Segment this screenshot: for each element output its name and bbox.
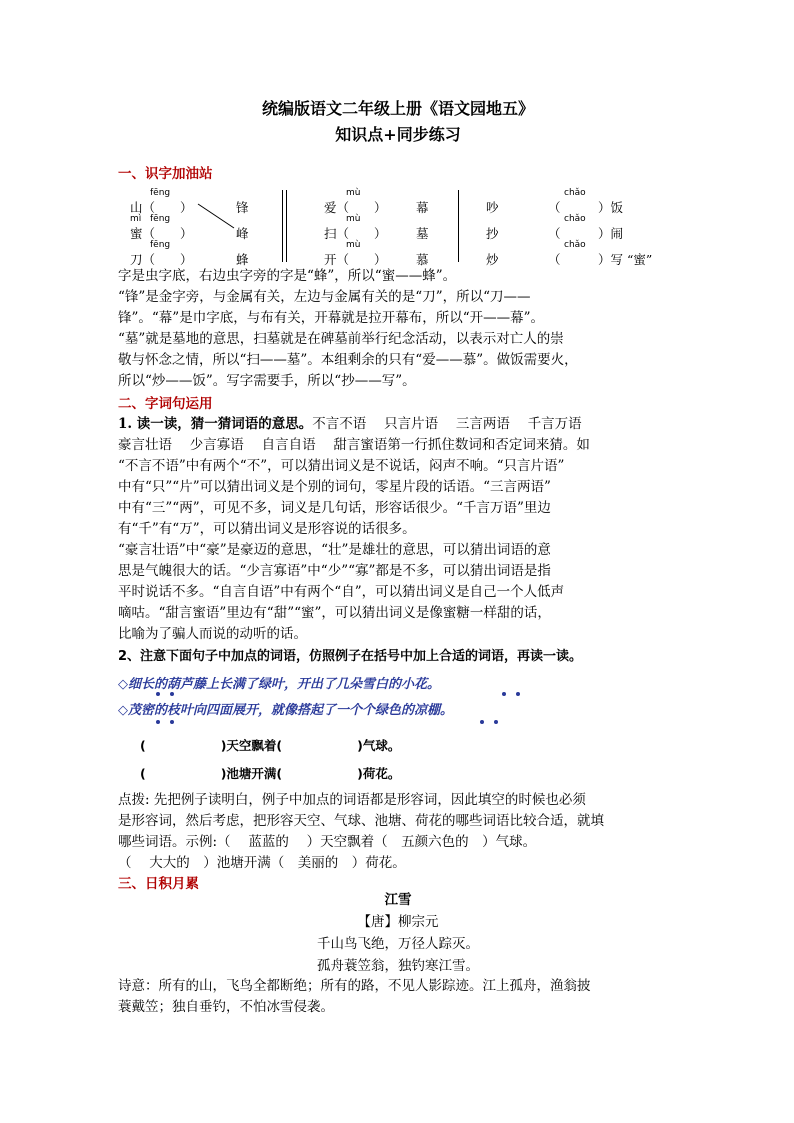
emphasis-dot (494, 720, 498, 724)
table-cell: （ ）闹 (548, 226, 624, 241)
text-line: 豪言壮语 少言寡语 自言自语 甜言蜜语第一行抓住数词和否定词来猜。如 (118, 437, 590, 453)
table-cell: 刀（ ） (130, 252, 193, 267)
table-cell: 幕 (416, 200, 429, 215)
table-cell: 抄 (486, 226, 499, 241)
example-sentences (118, 672, 596, 732)
question-2-prompt: 2、注意下面句子中加点的词语，仿照例子在括号中加上合适的词语，再读一读。 (118, 649, 583, 664)
text-line: 中有“只”“片”可以猜出词义是个别的词句，零星片段的话语。“三言两语” (118, 479, 551, 495)
text-line: 思是气魄很大的话。“少言寡语”中“少”“寡”都是不多，可以猜出词语是指 (118, 563, 551, 579)
divider (286, 190, 287, 262)
text-line: 蓑戴笠；独自垂钓，不怕冰雪侵袭。 (118, 999, 334, 1015)
table-cell: （ ）写 “蜜” (548, 252, 653, 267)
pinyin: fēng (150, 240, 171, 250)
example-sentence-1: ◇细长的葫芦藤上长满了绿叶，开出了几朵雪白的小花。 (118, 677, 440, 692)
poem-line-1: 千山鸟飞绝，万径人踪灭。 (317, 936, 479, 952)
table-cell: 炒 (486, 252, 499, 267)
text-line: 点拨: 先把例子读明白，例子中加点的词语都是形容词，因此填空的时候也必须 (118, 792, 586, 808)
table-cell: （ ）饭 (548, 200, 624, 215)
poem-title: 江雪 (384, 892, 412, 908)
poem-line-2: 孤舟蓑笠翁，独钓寒江雪。 (317, 958, 479, 974)
section-1-explanation (118, 266, 678, 392)
table-cell: 吵 (486, 200, 499, 215)
text-line: 是形容词，然后考虑，把形容天空、气球、池塘、荷花的哪些词语比较合适，就填 (118, 813, 604, 829)
emphasis-dot (502, 692, 506, 696)
text-line: 中有“三”“两”，可见不多，词义是几句话，形容话很少。“千言万语”里边 (118, 500, 551, 516)
poem-author: 【唐】柳宗元 (357, 914, 439, 930)
text-line: “墓”就是墓地的意思，扫墓就是在碑墓前举行纪念活动，以表示对亡人的崇 (118, 331, 564, 347)
title-line-2: 知识点+同步练习 (335, 125, 461, 144)
text-line: 字是虫字底，右边虫字旁的字是“蜂”，所以“蜜——蜂”。 (118, 268, 457, 284)
literacy-table (128, 186, 668, 267)
table-cell: 慕 (416, 252, 429, 267)
text-line: 嘀咕。“甜言蜜语”里边有“甜”“蜜”，可以猜出词义是像蜜糖一样甜的话， (118, 605, 551, 621)
pinyin: chǎo (564, 240, 586, 250)
emphasis-dot (156, 692, 160, 696)
match-line (196, 198, 236, 238)
table-cell: 山（ ） (130, 200, 193, 215)
example-sentence-2: ◇茂密的枝叶向四面展开，就像搭起了一个个绿色的凉棚。 (118, 703, 453, 718)
table-cell: 墓 (416, 226, 429, 241)
emphasis-dot (516, 692, 520, 696)
table-cell: 爱（ ） (324, 200, 387, 215)
text-line (118, 414, 678, 435)
pinyin: mì (130, 214, 142, 224)
fill-blank-1: ( )天空飘着( )气球。 (140, 738, 401, 753)
pinyin: fēng (150, 214, 171, 224)
pinyin: mù (346, 240, 361, 250)
section-2-heading: 二、字词句运用 (118, 396, 213, 412)
text-line: 比喻为了骗人而说的动听的话。 (118, 626, 307, 642)
text-line: 有“千”有“万”，可以猜出词义是形容说的话很多。 (118, 521, 416, 537)
table-cell: 开（ ） (324, 252, 387, 267)
section-3-heading: 三、日积月累 (118, 876, 199, 892)
text-line: （ 大大的 ）池塘开满（ 美丽的 ）荷花。 (118, 855, 406, 871)
question-1 (118, 414, 678, 645)
section-1-heading: 一、识字加油站 (118, 166, 213, 182)
idiom-list: 不言不语 只言片语 三言两语 千言万语 (312, 416, 582, 432)
text-line: “不言不语”中有两个“不”，可以猜出词义是不说话，闷声不响。“只言片语” (118, 458, 565, 474)
text-line: 锋”。“幕”是巾字底，与布有关，开幕就是拉开幕布，所以“开——幕”。 (118, 310, 545, 326)
table-cell: 蜜（ ） (130, 226, 193, 241)
emphasis-dot (156, 720, 160, 724)
pinyin: chǎo (564, 214, 586, 224)
text-line: 所以“炒——饭”。写字需要手，所以“抄——写”。 (118, 373, 416, 389)
text-line: “锋”是金字旁，与金属有关，左边与金属有关的是“刀”，所以“刀—— (118, 289, 531, 305)
text-line: “豪言壮语”中“豪”是豪迈的意思，“壮”是雄壮的意思，可以猜出词语的意 (118, 542, 551, 558)
divider (282, 190, 283, 262)
pinyin: mù (346, 214, 361, 224)
table-cell: 峰 (236, 226, 249, 241)
text-line: 哪些词语。示例:（ 蓝蓝的 ）天空飘着（ 五颜六色的 ）气球。 (118, 834, 537, 850)
emphasis-dot (480, 720, 484, 724)
emphasis-dot (170, 692, 174, 696)
text-line: 平时说话不多。“自言自语”中有两个“自”，可以猜出词义是自己一个人低声 (118, 584, 565, 600)
emphasis-dot (170, 720, 174, 724)
title-line-1: 统编版语文二年级上册《语文园地五》 (261, 99, 534, 118)
divider (458, 190, 459, 262)
tip-paragraph (118, 790, 678, 874)
text-line: 诗意：所有的山，飞鸟全都断绝；所有的路，不见人影踪迹。江上孤舟，渔翁披 (118, 978, 591, 994)
poem-meaning (118, 976, 678, 1018)
table-cell: 锋 (236, 200, 249, 215)
table-cell: 蜂 (236, 252, 249, 267)
pinyin: chǎo (564, 188, 586, 198)
pinyin: fēng (150, 188, 171, 198)
text-line: 敬与怀念之情，所以“扫——墓”。本组剩余的只有“爱——慕”。做饭需要火， (118, 352, 578, 368)
fill-blank-2: ( )池塘开满( )荷花。 (140, 766, 401, 781)
document-title (118, 96, 678, 148)
pinyin: mù (346, 188, 361, 198)
table-cell: 扫（ ） (324, 226, 387, 241)
question-1-prompt: 1. 读一读，猜一猜词语的意思。 (118, 416, 313, 432)
